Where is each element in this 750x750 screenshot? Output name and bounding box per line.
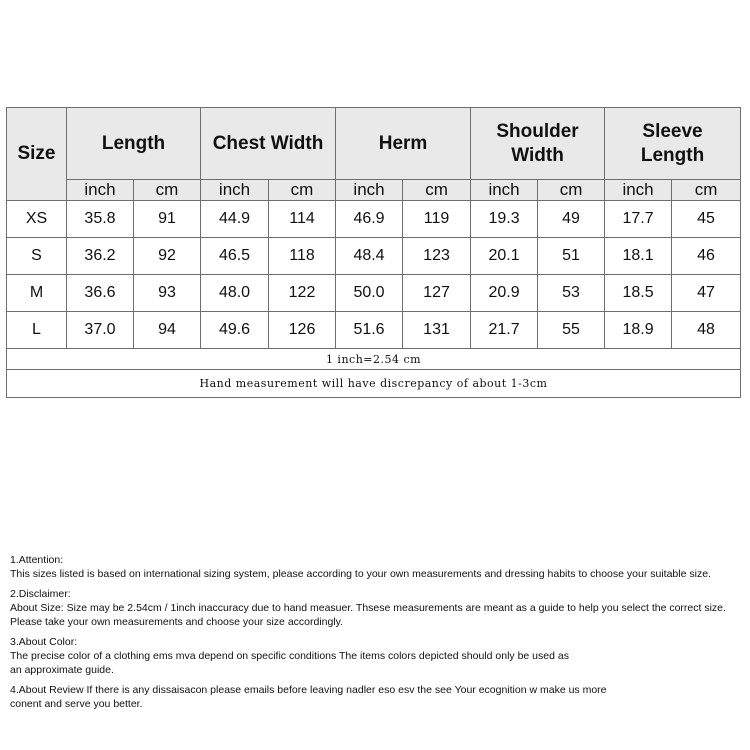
table-cell: 46 xyxy=(672,238,741,275)
table-cell: 93 xyxy=(134,275,201,312)
table-cell: 91 xyxy=(134,201,201,238)
size-label: XS xyxy=(7,201,67,238)
table-cell: 36.2 xyxy=(67,238,134,275)
note-attention xyxy=(10,553,745,581)
size-chart-table xyxy=(6,107,741,398)
table-cell: 45 xyxy=(672,201,741,238)
header-sleeve-length xyxy=(605,108,741,180)
unit-cell: cm xyxy=(134,180,201,201)
unit-row xyxy=(7,180,741,201)
table-row xyxy=(7,312,741,349)
table-cell: 18.9 xyxy=(605,312,672,349)
unit-cell: cm xyxy=(672,180,741,201)
table-cell: 44.9 xyxy=(201,201,269,238)
table-cell: 50.0 xyxy=(336,275,403,312)
table-cell: 37.0 xyxy=(67,312,134,349)
table-cell: 131 xyxy=(403,312,471,349)
table-cell: 114 xyxy=(269,201,336,238)
note-title: 2.Disclaimer: xyxy=(10,588,71,600)
size-label: L xyxy=(7,312,67,349)
note-line: The precise color of a clothing ems mva depend on specific conditions The items colors depicted should only be used as xyxy=(10,650,569,662)
header-row xyxy=(7,108,741,180)
note-about-review xyxy=(10,683,745,711)
conversion-note: 1 inch=2.54 cm xyxy=(7,349,741,370)
header-shoulder-width xyxy=(471,108,605,180)
table-cell: 118 xyxy=(269,238,336,275)
table-cell: 17.7 xyxy=(605,201,672,238)
note-disclaimer xyxy=(10,587,745,629)
table-cell: 49.6 xyxy=(201,312,269,349)
table-cell: 123 xyxy=(403,238,471,275)
note-about-color xyxy=(10,635,745,677)
table-cell: 20.9 xyxy=(471,275,538,312)
table-cell: 127 xyxy=(403,275,471,312)
header-chest-width: Chest Width xyxy=(201,108,336,180)
size-label: S xyxy=(7,238,67,275)
table-cell: 35.8 xyxy=(67,201,134,238)
table-cell: 21.7 xyxy=(471,312,538,349)
header-length: Length xyxy=(67,108,201,180)
unit-cell: cm xyxy=(538,180,605,201)
table-cell: 47 xyxy=(672,275,741,312)
discrepancy-note: Hand measurement will have discrepancy of about 1-3cm xyxy=(7,370,741,398)
table-cell: 49 xyxy=(538,201,605,238)
unit-cell: inch xyxy=(201,180,269,201)
table-cell: 19.3 xyxy=(471,201,538,238)
notes-section xyxy=(10,553,745,717)
note-title: 1.Attention: xyxy=(10,554,64,566)
note-title: 3.About Color: xyxy=(10,636,78,648)
note-line: This sizes listed is based on international sizing system, please according to your own measurements and dressing habits to choose your suitable size. xyxy=(10,568,711,580)
discrepancy-row xyxy=(7,370,741,398)
header-sleeve-length-label: Sleeve Length xyxy=(640,120,705,166)
table-row xyxy=(7,238,741,275)
unit-cell: cm xyxy=(269,180,336,201)
table-row xyxy=(7,201,741,238)
table-cell: 122 xyxy=(269,275,336,312)
table-cell: 20.1 xyxy=(471,238,538,275)
table-row xyxy=(7,275,741,312)
note-line: Please take your own measurements and choose your size accordingly. xyxy=(10,616,344,628)
conversion-row xyxy=(7,349,741,370)
table-cell: 18.1 xyxy=(605,238,672,275)
table-cell: 126 xyxy=(269,312,336,349)
table-cell: 48.0 xyxy=(201,275,269,312)
note-line: an approximate guide. xyxy=(10,664,114,676)
table-cell: 46.5 xyxy=(201,238,269,275)
note-line: conent and serve you better. xyxy=(10,698,143,710)
table-cell: 94 xyxy=(134,312,201,349)
note-line: About Size: Size may be 2.54cm / 1inch inaccuracy due to hand measuer. Thsese measurements are meant as a guide to help you select the correct size. xyxy=(10,602,726,614)
header-shoulder-width-label: Shoulder Width xyxy=(496,120,579,166)
unit-cell: cm xyxy=(403,180,471,201)
unit-cell: inch xyxy=(67,180,134,201)
table-cell: 92 xyxy=(134,238,201,275)
table-cell: 51 xyxy=(538,238,605,275)
unit-cell: inch xyxy=(471,180,538,201)
unit-cell: inch xyxy=(336,180,403,201)
table-cell: 53 xyxy=(538,275,605,312)
header-size: Size xyxy=(7,108,67,201)
table-cell: 36.6 xyxy=(67,275,134,312)
note-line: 4.About Review If there is any dissaisacon please emails before leaving nadler eso esv the see Your ecognition w make us more xyxy=(10,684,607,696)
unit-cell: inch xyxy=(605,180,672,201)
table-cell: 46.9 xyxy=(336,201,403,238)
table-cell: 48.4 xyxy=(336,238,403,275)
table-cell: 48 xyxy=(672,312,741,349)
table-cell: 119 xyxy=(403,201,471,238)
table-cell: 18.5 xyxy=(605,275,672,312)
table-cell: 51.6 xyxy=(336,312,403,349)
header-herm: Herm xyxy=(336,108,471,180)
table-cell: 55 xyxy=(538,312,605,349)
size-label: M xyxy=(7,275,67,312)
